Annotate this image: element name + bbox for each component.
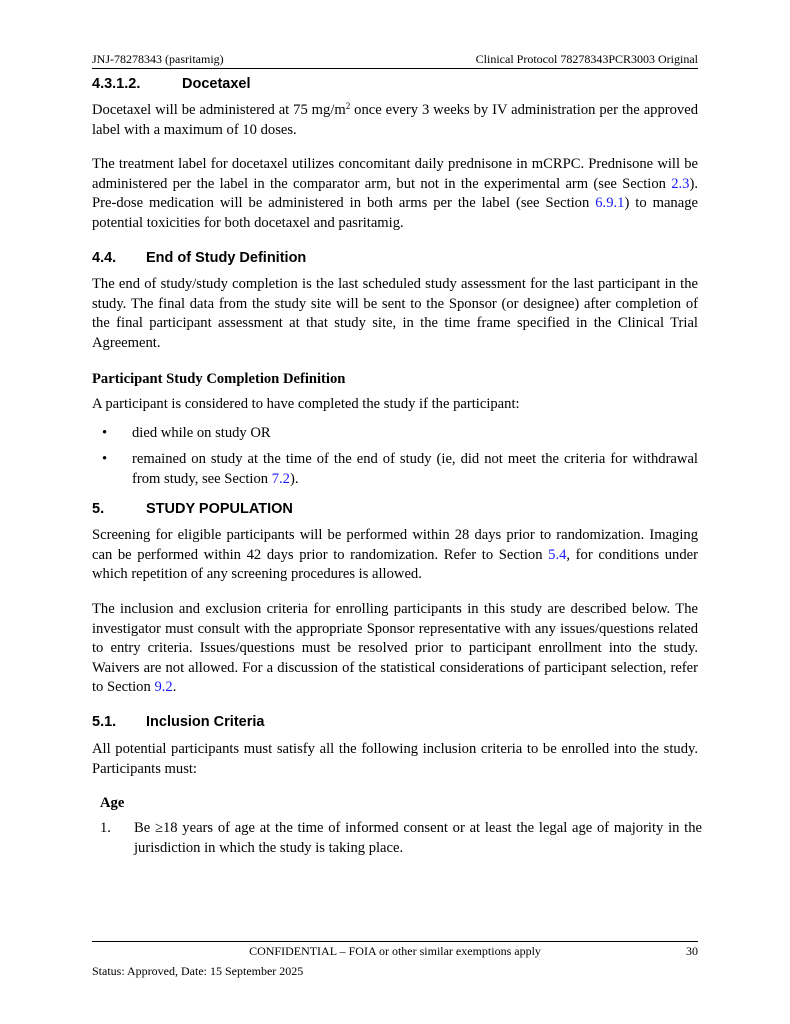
paragraph-docetaxel-dose: Docetaxel will be administered at 75 $mg/m^2$ once every 3 weeks by IV administration per the approved label with a maximum of 10 doses.	[92, 101, 698, 138]
header-protocol: Clinical Protocol 78278343PCR3003 Original	[475, 52, 698, 66]
header-doc-id: JNJ-78278343 (pasritamig)	[92, 52, 224, 66]
section-title: End of Study Definition	[146, 250, 307, 266]
paragraph-end-of-study: The end of study/study completion is the last scheduled study assessment for the last participant in the study. The final data from the study site will be sent to the Sponsor (or designee) after completion of the final participant assessment at that study site, in the time frame specified in the Clinical Trial Agreement.	[92, 276, 698, 351]
page-number: 30	[686, 944, 698, 958]
section-number: 4.3.1.2.	[92, 76, 141, 92]
section-heading-4-4	[92, 250, 306, 266]
list-item: • remained on study at the time of the end of study (ie, did not meet the criteria for withdrawal from study, see Section 7.2).	[102, 451, 698, 487]
footer-divider	[92, 941, 698, 942]
paragraph-criteria-overview: The inclusion and exclusion criteria for enrolling participants in this study are described below. The investigator must consult with the appropriate Sponsor representative with any issues/questions related to entry criteria. Issues/questions must be resolved prior to participant enrollment into the study. Waivers are not allowed. For a discussion of the statistical considerations of participant selection, refer to Section 9.2.	[92, 601, 698, 696]
section-title: Docetaxel	[182, 76, 251, 92]
link-section-7-2[interactable]: 7.2	[271, 470, 290, 487]
section-heading-5	[92, 501, 293, 517]
link-section-6-9-1[interactable]: 6.9.1	[595, 195, 625, 212]
paragraph-inclusion-intro: All potential participants must satisfy all the following inclusion criteria to be enrolled into the study. Participants must:	[92, 741, 698, 777]
paragraph-screening: Screening for eligible participants will be performed within 28 days prior to randomization. Imaging can be performed within 42 days prior to randomization. Refer to Section 5.4, for conditions under which repetition of any screening procedures is allowed.	[92, 527, 698, 583]
status-line: Status: Approved, Date: 15 September 2025	[92, 964, 304, 978]
section-heading-4-3-1-2	[92, 76, 251, 92]
bullet-icon: •	[102, 425, 108, 441]
list-item: • died while on study OR	[92, 424, 698, 444]
section-heading-5-1	[92, 714, 264, 730]
page-header	[92, 52, 698, 69]
section-title: STUDY POPULATION	[146, 501, 293, 517]
confidential-notice: CONFIDENTIAL – FOIA or other similar exemptions apply	[249, 944, 541, 958]
item-number: 1.	[100, 820, 111, 836]
paragraph-prednisone: The treatment label for docetaxel utilizes concomitant daily prednisone in mCRPC. Prednisone will be administered per the label in the comparator arm, but not in the experimental arm (see Section 2.3). Pre-dose medication will be administered in both arms per the label (see Section 6.9.1) to manage potential toxicities for both docetaxel and pasritamig.	[92, 156, 698, 231]
link-section-2-3[interactable]: 2.3	[671, 175, 690, 192]
list-item: 1. Be ≥18 years of age at the time of informed consent or at least the legal age of majority in the jurisdiction in which the study is taking place.	[100, 820, 702, 856]
section-number: 5.1.	[92, 714, 117, 730]
section-number: 4.4.	[92, 250, 117, 266]
section-title: Inclusion Criteria	[146, 714, 265, 730]
bullet-icon: •	[102, 451, 108, 467]
link-section-5-4[interactable]: 5.4	[548, 546, 567, 563]
section-number: 5.	[92, 501, 105, 517]
subheading-completion-definition: Participant Study Completion Definition	[92, 371, 346, 387]
link-section-9-2[interactable]: 9.2	[154, 679, 173, 696]
subheading-age: Age	[100, 795, 125, 811]
paragraph-completion-intro: A participant is considered to have completed the study if the participant:	[92, 396, 520, 412]
